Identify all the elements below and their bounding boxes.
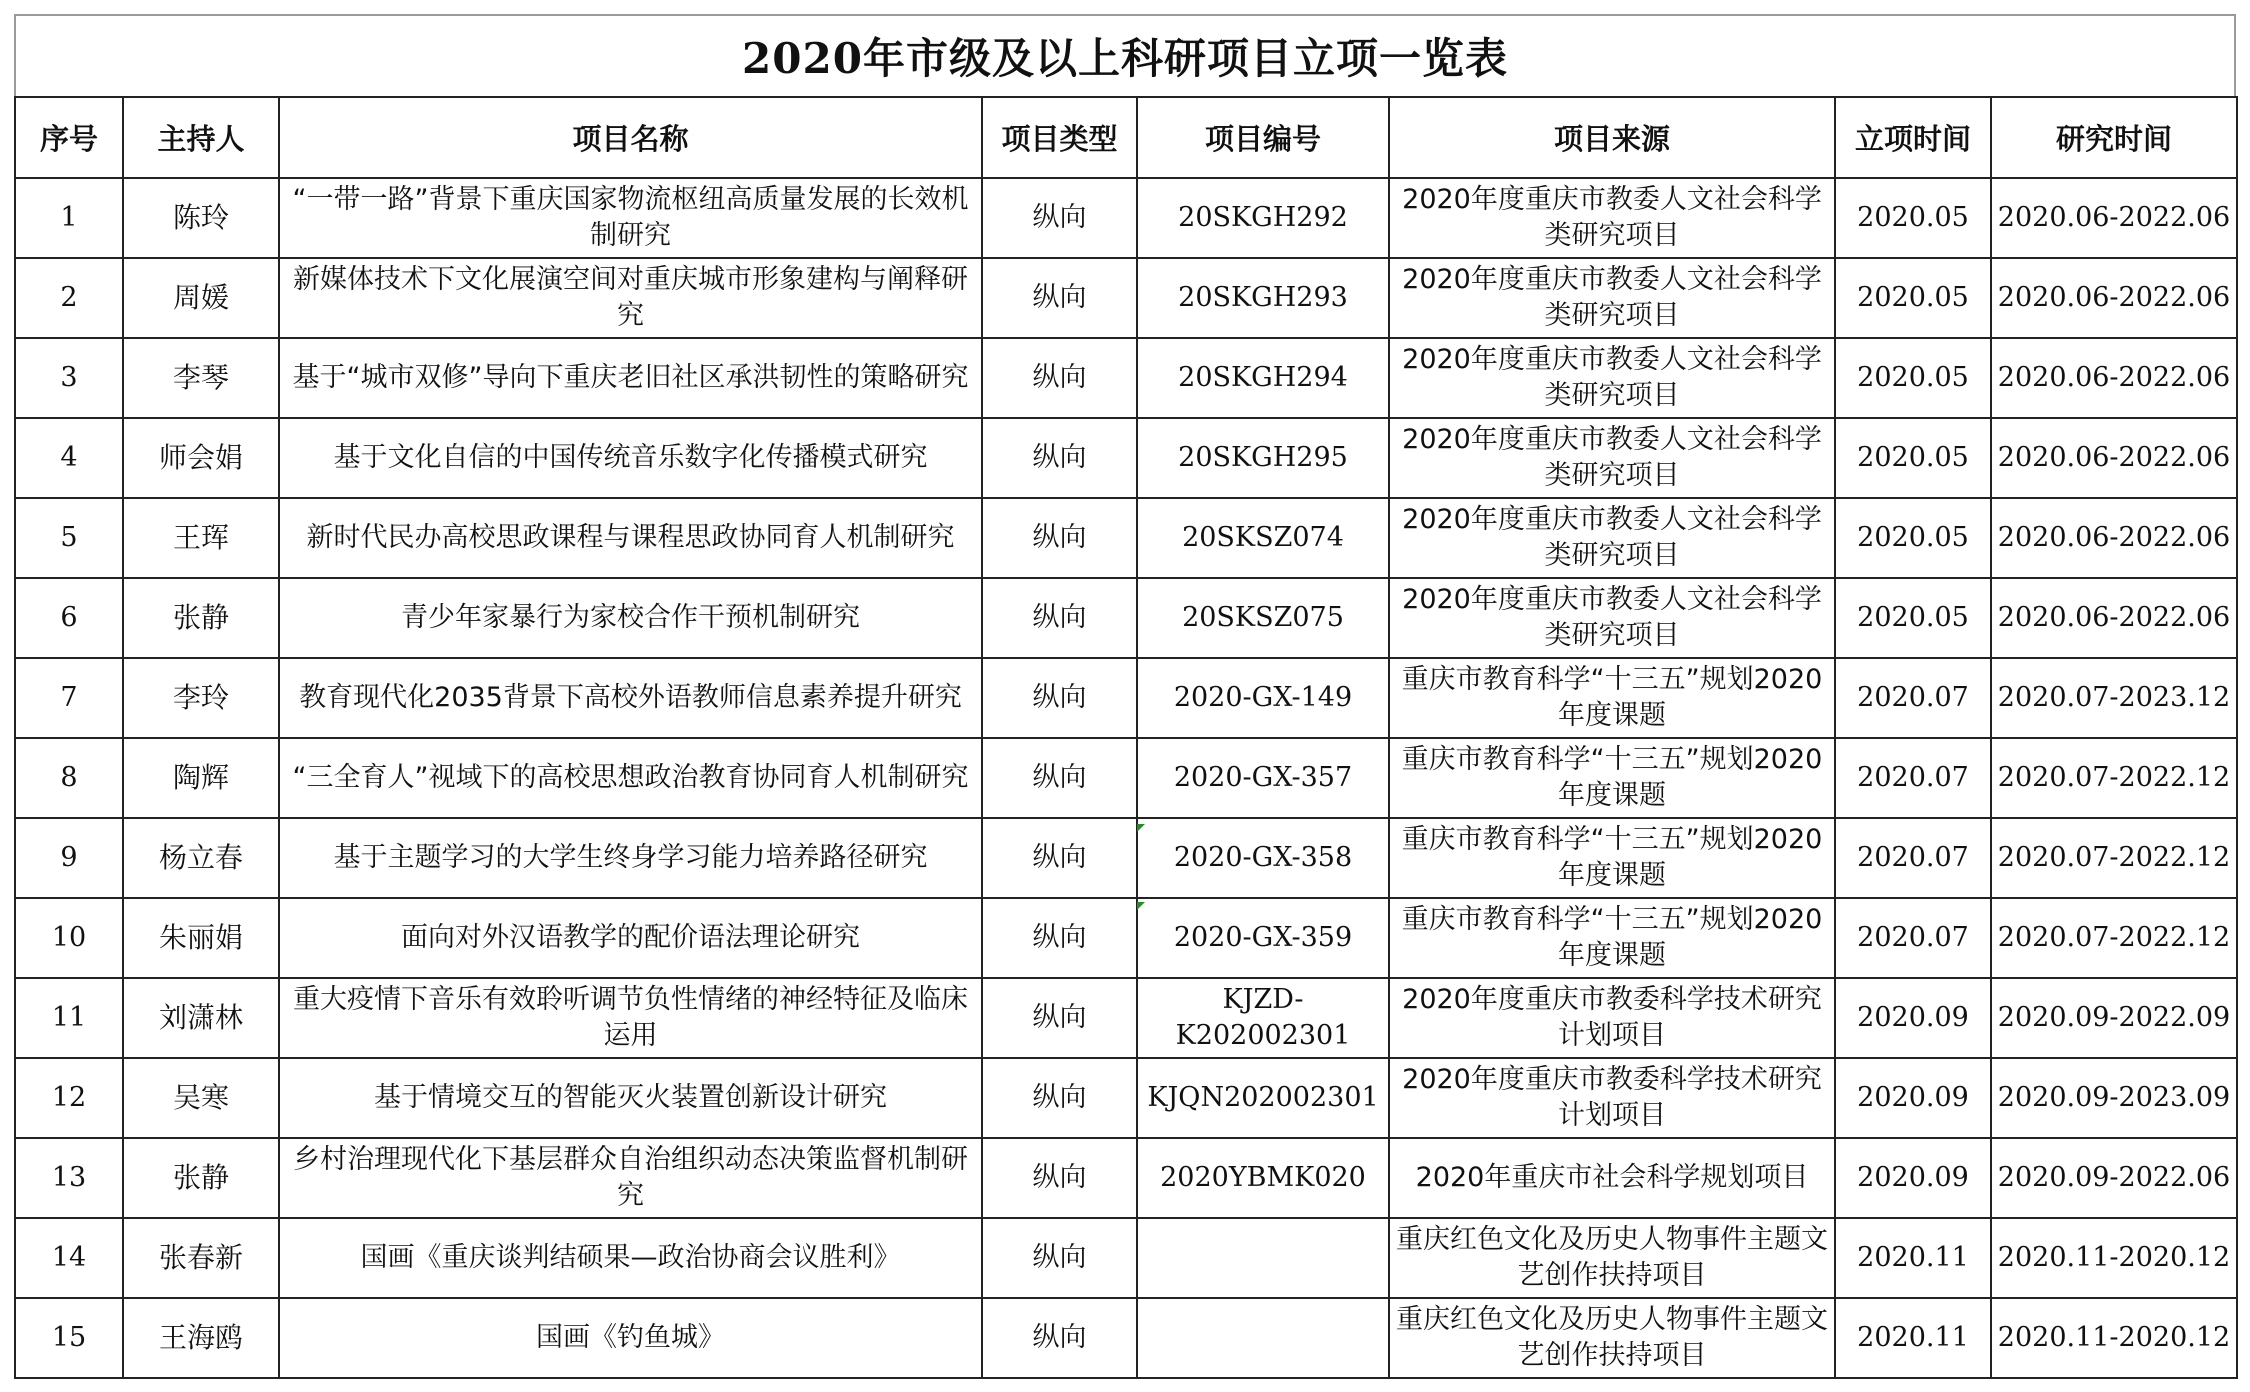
cell-source[interactable]: 2020年度重庆市教委人文社会科学类研究项目	[1389, 338, 1835, 418]
cell-project-name[interactable]: 面向对外汉语教学的配价语法理论研究	[279, 898, 982, 978]
cell-period[interactable]: 2020.06-2022.06	[1991, 498, 2237, 578]
cell-code[interactable]: 2020-GX-358	[1137, 818, 1389, 898]
cell-no[interactable]: 1	[15, 178, 123, 258]
cell-period[interactable]: 2020.06-2022.06	[1991, 258, 2237, 338]
cell-code[interactable]: KJQN202002301	[1137, 1058, 1389, 1138]
table-row	[15, 738, 2237, 818]
cell-type[interactable]: 纵向	[982, 818, 1137, 898]
table-row	[15, 1138, 2237, 1218]
cell-type[interactable]: 纵向	[982, 1058, 1137, 1138]
cell-type[interactable]: 纵向	[982, 1298, 1137, 1378]
cell-period[interactable]: 2020.06-2022.06	[1991, 338, 2237, 418]
cell-approved[interactable]: 2020.05	[1835, 498, 1991, 578]
cell-type[interactable]: 纵向	[982, 1218, 1137, 1298]
cell-source[interactable]: 重庆市教育科学“十三五”规划2020年度课题	[1389, 738, 1835, 818]
comment-marker[interactable]	[1137, 902, 1145, 910]
cell-host[interactable]: 李琴	[123, 338, 279, 418]
cell-no[interactable]: 14	[15, 1218, 123, 1298]
sheet-title: 2020年市级及以上科研项目立项一览表	[742, 34, 1508, 83]
cell-code[interactable]: 2020-GX-149	[1137, 658, 1389, 738]
cell-approved[interactable]: 2020.09	[1835, 1138, 1991, 1218]
cell-period[interactable]: 2020.07-2022.12	[1991, 738, 2237, 818]
col-header-name[interactable]: 项目名称	[279, 97, 982, 178]
cell-code[interactable]: 20SKGH294	[1137, 338, 1389, 418]
cell-source[interactable]: 重庆市教育科学“十三五”规划2020年度课题	[1389, 818, 1835, 898]
cell-code[interactable]: 20SKGH293	[1137, 258, 1389, 338]
cell-source[interactable]: 重庆市教育科学“十三五”规划2020年度课题	[1389, 898, 1835, 978]
cell-source[interactable]: 重庆红色文化及历史人物事件主题文艺创作扶持项目	[1389, 1218, 1835, 1298]
cell-host[interactable]: 陈玲	[123, 178, 279, 258]
cell-no[interactable]: 11	[15, 978, 123, 1058]
cell-period[interactable]: 2020.09-2022.09	[1991, 978, 2237, 1058]
cell-period[interactable]: 2020.11-2020.12	[1991, 1218, 2237, 1298]
cell-no[interactable]: 10	[15, 898, 123, 978]
cell-project-name[interactable]: 基于文化自信的中国传统音乐数字化传播模式研究	[279, 418, 982, 498]
cell-no[interactable]: 2	[15, 258, 123, 338]
title-row[interactable]	[14, 16, 2236, 96]
cell-source[interactable]: 2020年度重庆市教委人文社会科学类研究项目	[1389, 578, 1835, 658]
cell-no[interactable]: 7	[15, 658, 123, 738]
cell-type[interactable]: 纵向	[982, 738, 1137, 818]
cell-no[interactable]: 5	[15, 498, 123, 578]
table-row	[15, 498, 2237, 578]
cell-approved[interactable]: 2020.09	[1835, 1058, 1991, 1138]
cell-project-name[interactable]: 教育现代化2035背景下高校外语教师信息素养提升研究	[279, 658, 982, 738]
cell-host[interactable]: 陶辉	[123, 738, 279, 818]
col-header-code[interactable]: 项目编号	[1137, 97, 1389, 178]
cell-project-name[interactable]: “三全育人”视域下的高校思想政治教育协同育人机制研究	[279, 738, 982, 818]
cell-approved[interactable]: 2020.05	[1835, 258, 1991, 338]
cell-source[interactable]: 2020年度重庆市教委科学技术研究计划项目	[1389, 978, 1835, 1058]
cell-approved[interactable]: 2020.07	[1835, 658, 1991, 738]
cell-no[interactable]: 9	[15, 818, 123, 898]
table-row	[15, 338, 2237, 418]
cell-project-name[interactable]: 国画《钓鱼城》	[279, 1298, 982, 1378]
cell-source[interactable]: 2020年度重庆市教委人文社会科学类研究项目	[1389, 178, 1835, 258]
cell-project-name[interactable]: “一带一路”背景下重庆国家物流枢纽高质量发展的长效机制研究	[279, 178, 982, 258]
cell-type[interactable]: 纵向	[982, 898, 1137, 978]
cell-project-name[interactable]: 重大疫情下音乐有效聆听调节负性情绪的神经特征及临床运用	[279, 978, 982, 1058]
cell-period[interactable]: 2020.07-2022.12	[1991, 898, 2237, 978]
cell-period[interactable]: 2020.07-2023.12	[1991, 658, 2237, 738]
cell-period[interactable]: 2020.07-2022.12	[1991, 818, 2237, 898]
cell-source[interactable]: 重庆市教育科学“十三五”规划2020年度课题	[1389, 658, 1835, 738]
cell-approved[interactable]: 2020.07	[1835, 738, 1991, 818]
cell-host[interactable]: 刘潇林	[123, 978, 279, 1058]
cell-type[interactable]: 纵向	[982, 258, 1137, 338]
cell-source[interactable]: 2020年度重庆市教委人文社会科学类研究项目	[1389, 418, 1835, 498]
cell-type[interactable]: 纵向	[982, 658, 1137, 738]
cell-no[interactable]: 3	[15, 338, 123, 418]
cell-project-name[interactable]: 基于情境交互的智能灭火装置创新设计研究	[279, 1058, 982, 1138]
cell-code[interactable]: 20SKGH295	[1137, 418, 1389, 498]
cell-project-name[interactable]: 基于“城市双修”导向下重庆老旧社区承洪韧性的策略研究	[279, 338, 982, 418]
cell-no[interactable]: 4	[15, 418, 123, 498]
cell-code[interactable]: 2020YBMK020	[1137, 1138, 1389, 1218]
cell-host[interactable]: 王珲	[123, 498, 279, 578]
cell-approved[interactable]: 2020.05	[1835, 178, 1991, 258]
table-row	[15, 258, 2237, 338]
cell-host[interactable]: 张春新	[123, 1218, 279, 1298]
cell-host[interactable]: 王海鸥	[123, 1298, 279, 1378]
cell-code[interactable]: 20SKSZ075	[1137, 578, 1389, 658]
cell-period[interactable]: 2020.11-2020.12	[1991, 1298, 2237, 1378]
table-row	[15, 898, 2237, 978]
cell-approved[interactable]: 2020.05	[1835, 418, 1991, 498]
cell-source[interactable]: 2020年度重庆市教委人文社会科学类研究项目	[1389, 258, 1835, 338]
table-row	[15, 578, 2237, 658]
cell-host[interactable]: 周媛	[123, 258, 279, 338]
cell-code[interactable]: 2020-GX-359	[1137, 898, 1389, 978]
cell-host[interactable]: 杨立春	[123, 818, 279, 898]
cell-host[interactable]: 朱丽娟	[123, 898, 279, 978]
cell-type[interactable]: 纵向	[982, 1138, 1137, 1218]
cell-approved[interactable]: 2020.11	[1835, 1298, 1991, 1378]
cell-no[interactable]: 12	[15, 1058, 123, 1138]
cell-period[interactable]: 2020.06-2022.06	[1991, 578, 2237, 658]
cell-approved[interactable]: 2020.07	[1835, 898, 1991, 978]
cell-project-name[interactable]: 新时代民办高校思政课程与课程思政协同育人机制研究	[279, 498, 982, 578]
cell-host[interactable]: 张静	[123, 578, 279, 658]
cell-code[interactable]: KJZD-K202002301	[1137, 978, 1389, 1058]
cell-code[interactable]: 2020-GX-357	[1137, 738, 1389, 818]
table-row	[15, 658, 2237, 738]
cell-period[interactable]: 2020.09-2022.06	[1991, 1138, 2237, 1218]
cell-approved[interactable]: 2020.11	[1835, 1218, 1991, 1298]
cell-source[interactable]: 2020年度重庆市教委科学技术研究计划项目	[1389, 1058, 1835, 1138]
table-row	[15, 818, 2237, 898]
cell-no[interactable]: 8	[15, 738, 123, 818]
cell-host[interactable]: 师会娟	[123, 418, 279, 498]
cell-no[interactable]: 15	[15, 1298, 123, 1378]
cell-type[interactable]: 纵向	[982, 418, 1137, 498]
table-row	[15, 978, 2237, 1058]
col-header-period[interactable]: 研究时间	[1991, 97, 2237, 178]
comment-marker[interactable]	[1137, 824, 1145, 832]
col-header-approved[interactable]: 立项时间	[1835, 97, 1991, 178]
cell-type[interactable]: 纵向	[982, 578, 1137, 658]
cell-period[interactable]: 2020.09-2023.09	[1991, 1058, 2237, 1138]
cell-type[interactable]: 纵向	[982, 178, 1137, 258]
cell-host[interactable]: 张静	[123, 1138, 279, 1218]
cell-no[interactable]: 6	[15, 578, 123, 658]
cell-type[interactable]: 纵向	[982, 498, 1137, 578]
cell-project-name[interactable]: 国画《重庆谈判结硕果—政治协商会议胜利》	[279, 1218, 982, 1298]
cell-approved[interactable]: 2020.07	[1835, 818, 1991, 898]
table-body	[15, 178, 2237, 1378]
cell-approved[interactable]: 2020.05	[1835, 338, 1991, 418]
cell-source[interactable]: 2020年重庆市社会科学规划项目	[1389, 1138, 1835, 1218]
cell-project-name[interactable]: 乡村治理现代化下基层群众自治组织动态决策监督机制研究	[279, 1138, 982, 1218]
table-row	[15, 178, 2237, 258]
header-row	[15, 97, 2237, 178]
table-row	[15, 418, 2237, 498]
cell-source[interactable]: 重庆红色文化及历史人物事件主题文艺创作扶持项目	[1389, 1298, 1835, 1378]
cell-no[interactable]: 13	[15, 1138, 123, 1218]
table-row	[15, 1058, 2237, 1138]
cell-source[interactable]: 2020年度重庆市教委人文社会科学类研究项目	[1389, 498, 1835, 578]
col-header-no[interactable]: 序号	[15, 97, 123, 178]
col-header-host[interactable]: 主持人	[123, 97, 279, 178]
table-row	[15, 1218, 2237, 1298]
cell-type[interactable]: 纵向	[982, 338, 1137, 418]
cell-project-name[interactable]: 基于主题学习的大学生终身学习能力培养路径研究	[279, 818, 982, 898]
cell-host[interactable]: 李玲	[123, 658, 279, 738]
cell-approved[interactable]: 2020.09	[1835, 978, 1991, 1058]
project-table	[14, 96, 2238, 1379]
table-row	[15, 1298, 2237, 1378]
cell-code[interactable]: 20SKGH292	[1137, 178, 1389, 258]
col-header-source[interactable]: 项目来源	[1389, 97, 1835, 178]
cell-code[interactable]	[1137, 1298, 1389, 1378]
cell-host[interactable]: 吴寒	[123, 1058, 279, 1138]
cell-project-name[interactable]: 青少年家暴行为家校合作干预机制研究	[279, 578, 982, 658]
cell-code[interactable]: 20SKSZ074	[1137, 498, 1389, 578]
cell-period[interactable]: 2020.06-2022.06	[1991, 418, 2237, 498]
col-header-type[interactable]: 项目类型	[982, 97, 1137, 178]
cell-period[interactable]: 2020.06-2022.06	[1991, 178, 2237, 258]
cell-approved[interactable]: 2020.05	[1835, 578, 1991, 658]
cell-type[interactable]: 纵向	[982, 978, 1137, 1058]
cell-project-name[interactable]: 新媒体技术下文化展演空间对重庆城市形象建构与阐释研究	[279, 258, 982, 338]
cell-code[interactable]	[1137, 1218, 1389, 1298]
